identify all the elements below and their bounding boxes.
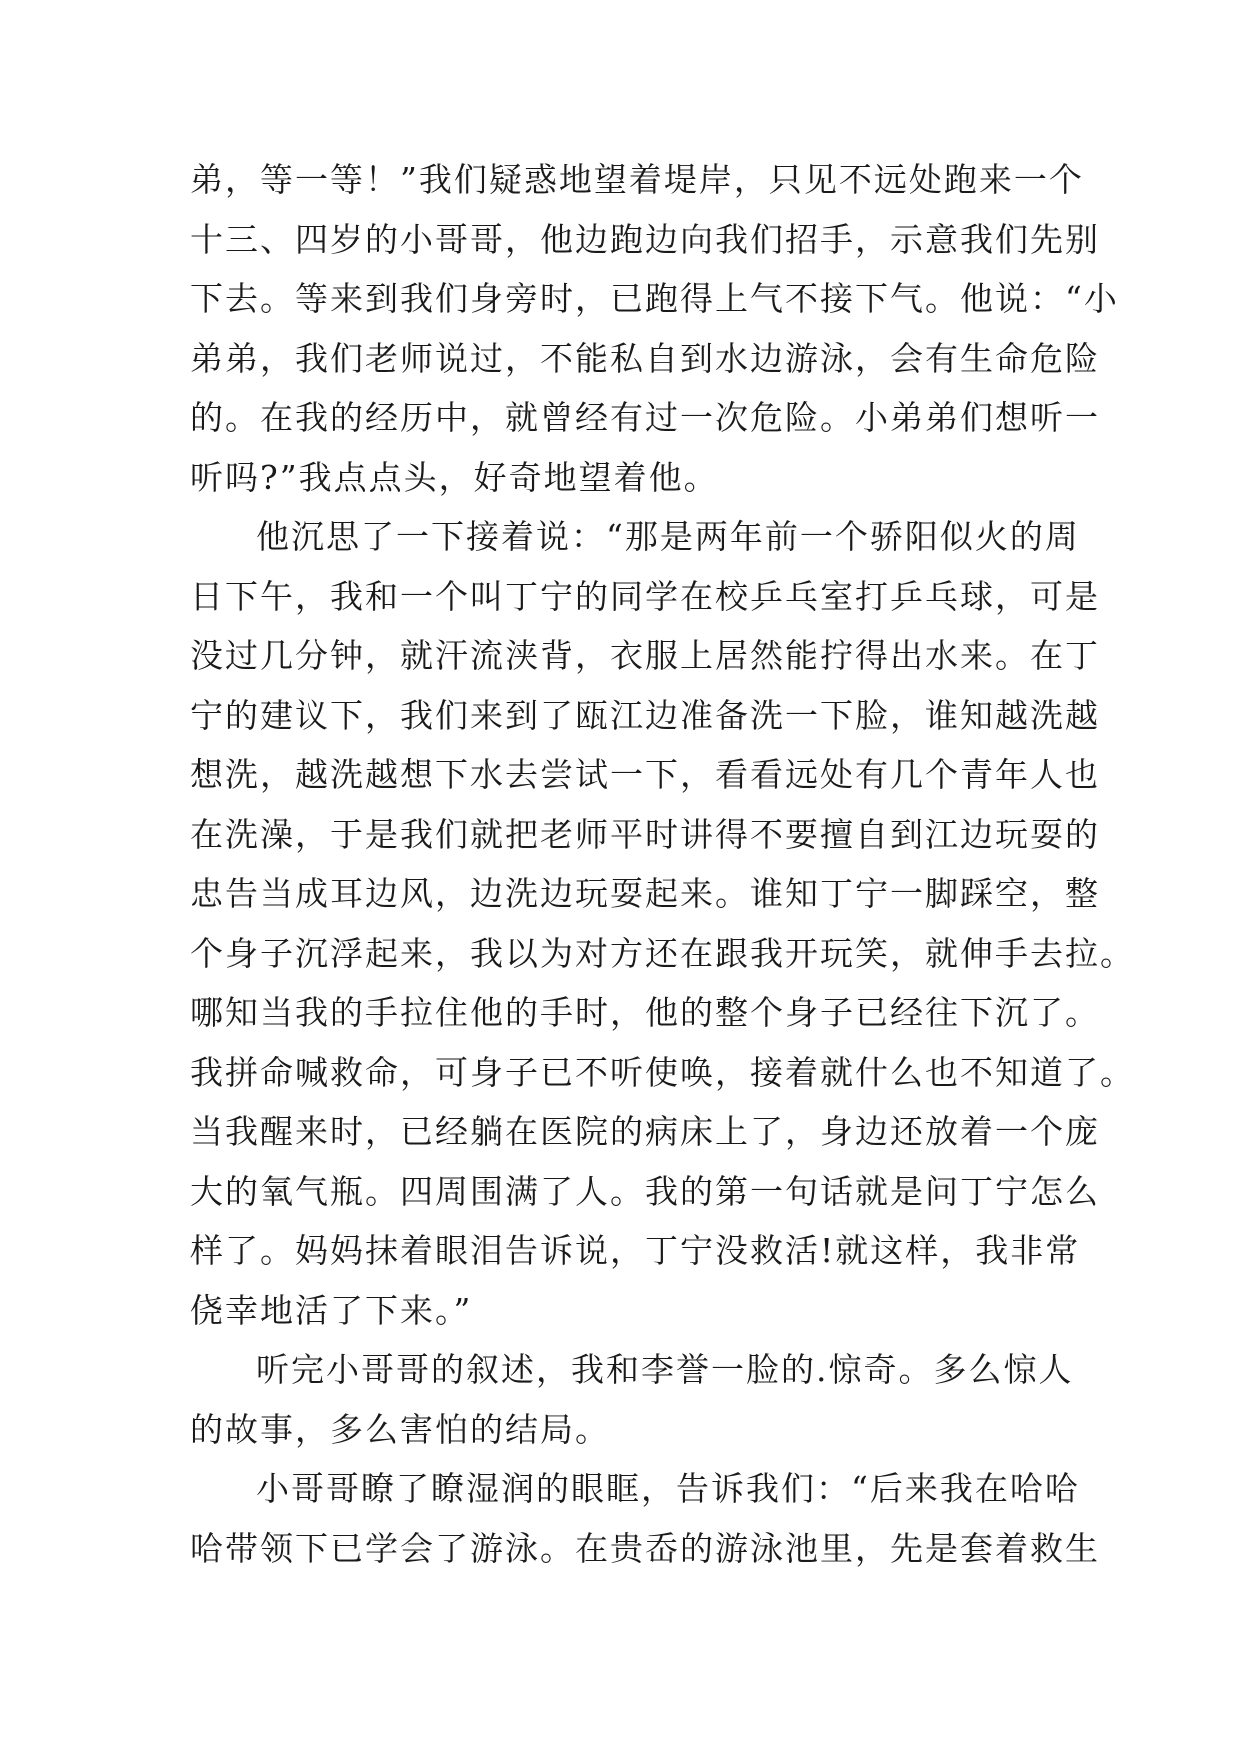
text-line: 宁的建议下，我们来到了瓯江边准备洗一下脸，谁知越洗越 bbox=[190, 695, 1100, 735]
text-line: 侥幸地活了下来。” bbox=[190, 1290, 473, 1330]
text-line: 在洗澡，于是我们就把老师平时讲得不要擅自到江边玩耍的 bbox=[190, 814, 1100, 854]
text-line: 日下午，我和一个叫丁宁的同学在校乒乓室打乒乓球，可是 bbox=[190, 576, 1100, 616]
text-line: 下去。等来到我们身旁时，已跑得上气不接下气。他说：“小 bbox=[190, 279, 1119, 318]
text-line: 个身子沉浮起来，我以为对方还在跟我开玩笑，就伸手去拉。 bbox=[190, 933, 1135, 973]
body-text bbox=[190, 150, 1135, 1578]
text-line: 大的氧气瓶。四周围满了人。我的第一句话就是问丁宁怎么 bbox=[190, 1171, 1100, 1211]
text-line: 他沉思了一下接着说：“那是两年前一个骄阳似火的周 bbox=[256, 517, 1080, 556]
text-line: 听吗?”我点点头，好奇地望着他。 bbox=[190, 457, 719, 497]
text-line: 忠告当成耳边风，边洗边玩耍起来。谁知丁宁一脚踩空，整 bbox=[190, 874, 1100, 913]
text-line: 当我醒来时，已经躺在医院的病床上了，身边还放着一个庞 bbox=[190, 1112, 1100, 1151]
text-line: 想洗，越洗越想下水去尝试一下，看看远处有几个青年人也 bbox=[190, 755, 1100, 794]
text-line: 的。在我的经历中，就曾经有过一次危险。小弟弟们想听一 bbox=[190, 398, 1100, 437]
text-line: 小哥哥瞭了瞭湿润的眼眶，告诉我们：“后来我在哈哈 bbox=[256, 1469, 1080, 1508]
text-line: 哈带领下已学会了游泳。在贵岙的游泳池里，先是套着救生 bbox=[190, 1528, 1100, 1568]
text-line: 弟，等一等！”我们疑惑地望着堤岸，只见不远处跑来一个 bbox=[190, 160, 1084, 199]
paragraph bbox=[190, 1340, 1074, 1459]
paragraph bbox=[190, 150, 1119, 507]
paragraph bbox=[190, 507, 1135, 1340]
text-line: 哪知当我的手拉住他的手时，他的整个身子已经往下沉了。 bbox=[190, 993, 1100, 1032]
text-line: 十三、四岁的小哥哥，他边跑边向我们招手，示意我们先别 bbox=[190, 219, 1100, 259]
text-line: 的故事，多么害怕的结局。 bbox=[190, 1409, 610, 1449]
paragraph bbox=[190, 1459, 1100, 1578]
text-line: 没过几分钟，就汗流浃背，衣服上居然能拧得出水来。在丁 bbox=[190, 636, 1100, 675]
text-line: 听完小哥哥的叙述，我和李誉一脸的.惊奇。多么惊人 bbox=[256, 1350, 1074, 1389]
text-line: 弟弟，我们老师说过，不能私自到水边游泳，会有生命危险 bbox=[190, 338, 1100, 378]
text-line: 我拼命喊救命，可身子已不听使唤，接着就什么也不知道了。 bbox=[190, 1052, 1135, 1092]
text-line: 样了。妈妈抹着眼泪告诉说，丁宁没救活!就这样，我非常 bbox=[190, 1231, 1081, 1270]
